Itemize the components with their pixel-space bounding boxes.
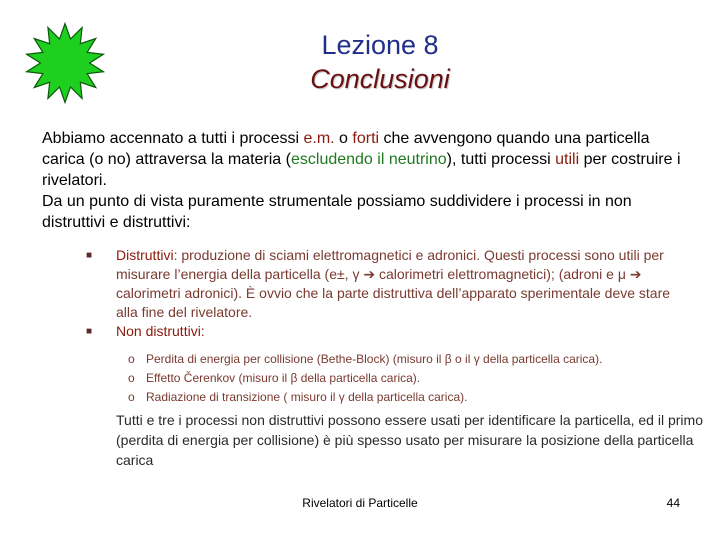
page-number: 44 [666, 496, 680, 510]
footer-text: Rivelatori di Particelle [302, 496, 418, 510]
bullet-description: : produzione di sciami elettromagnetici e adronici. Questi processi sono utili per misurare l’energia della particella (e±, γ ➔ calorimetri elettromagnetici); (adroni e μ ➔ calorimetri adronici). È ovvio che la parte distruttiva dell’apparato sperimentale deve stare alla fine del rivelatore. [116, 247, 671, 320]
bullet-label: Non distruttivi: [116, 323, 205, 339]
square-bullet-icon: ■ [86, 326, 93, 337]
em-highlight: e.m. [303, 130, 335, 147]
intro-paragraph-2: Da un punto di vista puramente strumentale possiamo suddividere i processi in non distruttivi e distruttivi: [42, 193, 632, 231]
slide-subtitle: Conclusioni [310, 64, 450, 94]
bullet-distruttivi [86, 246, 686, 322]
circle-bullet-icon: o [128, 352, 135, 366]
utili-highlight: utili [555, 151, 580, 168]
closing-paragraph: Tutti e tre i processi non distruttivi possono essere usati per identificare la particella, ed il primo (perdita di energia per collisione) è più spesso usato per misurare la posizione della particella carica [116, 412, 703, 468]
bullet-non-distruttivi [86, 322, 686, 341]
sub-item: o Perdita di energia per collisione (Bethe-Block) (misuro il β o il γ della particella carica). [128, 350, 698, 369]
process-bullets [86, 246, 686, 341]
non-destructive-subitems [128, 350, 698, 407]
square-bullet-icon: ■ [86, 250, 93, 261]
neutrino-highlight: escludendo il neutrino [290, 151, 447, 168]
slide-title: Lezione 8 [321, 30, 439, 60]
sub-item: o Effetto Čerenkov (misuro il β della particella carica). [128, 369, 698, 388]
intro-text [42, 128, 692, 233]
title-block [0, 28, 720, 96]
forti-highlight: forti [352, 130, 380, 147]
sub-item: o Radiazione di transizione ( misuro il γ della particella carica). [128, 388, 698, 407]
circle-bullet-icon: o [128, 390, 135, 404]
circle-bullet-icon: o [128, 371, 135, 385]
bullet-label: Distruttivi [116, 247, 174, 263]
intro-paragraph-1: Abbiamo accennato a tutti i processi e.m. o forti che avvengono quando una particella carica (o no) attraversa la materia (escludendo il neutrino), tutti processi utili per costruire i rivelatori. [42, 130, 681, 189]
